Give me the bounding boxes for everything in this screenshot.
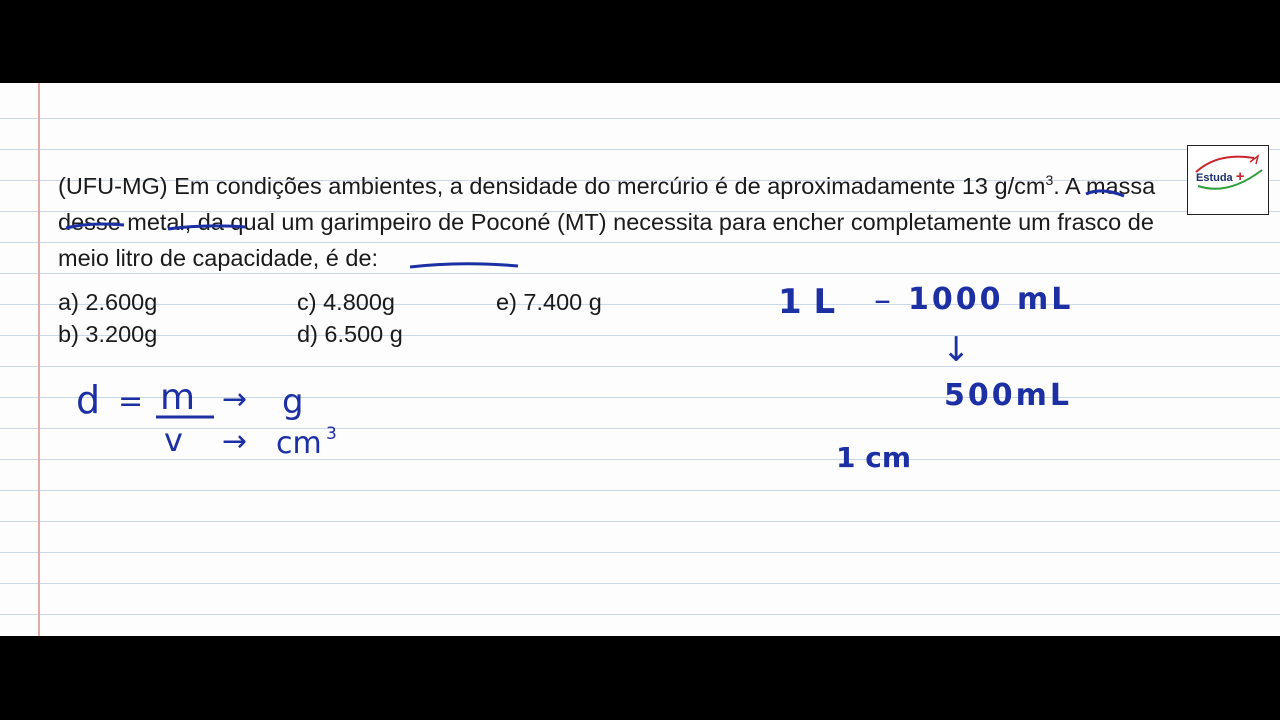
notebook-page: [0, 83, 1280, 636]
hw-equals: =: [118, 384, 144, 419]
hw-v: v: [164, 421, 183, 459]
underline-gcm3: [66, 224, 124, 228]
hw-g: g: [282, 382, 304, 422]
question-part-2: . A: [1053, 173, 1080, 199]
hw-one-cm: 1 cm: [836, 441, 912, 474]
option-b: b) 3.200g: [58, 321, 158, 347]
word-massa: massa: [1085, 173, 1156, 199]
hw-500ml: 500mL: [944, 378, 1072, 413]
hw-cm: cm: [276, 426, 322, 461]
hw-one-liter: 1 L: [778, 282, 836, 322]
question-part-4: de capacidade, é de:: [159, 245, 379, 271]
hw-m: m: [160, 377, 196, 418]
handwriting-layer: [0, 83, 1280, 636]
hw-arrow-2: →: [222, 424, 248, 459]
option-d: d) 6.500 g: [297, 321, 403, 347]
hw-down-arrow: ↓: [942, 330, 971, 370]
logo-text: Estuda +: [1196, 168, 1245, 185]
hw-dash: –: [874, 280, 891, 320]
underline-13: [1086, 191, 1124, 196]
underline-massa: [168, 226, 246, 229]
question-part-3: desse metal, da qual um garimpeiro de Poconé (MT) necessita para encher completamente um frasco de: [58, 209, 1154, 235]
density-unit: g/cm: [994, 173, 1046, 199]
density-value: 13: [961, 173, 988, 199]
hw-arrow-1: →: [222, 382, 248, 417]
hw-cm-exponent: 3: [326, 424, 337, 444]
underline-meio-litro: [410, 264, 518, 267]
option-c: c) 4.800g: [297, 289, 395, 315]
hw-1000ml: 1000 mL: [908, 282, 1074, 317]
question-part-1: (UFU-MG) Em condições ambientes, a densidade do mercúrio é de aproximadamente: [58, 173, 956, 199]
option-a: a) 2.600g: [58, 289, 158, 315]
hw-d: d: [76, 378, 101, 422]
option-e: e) 7.400 g: [496, 289, 602, 315]
density-unit-exponent: 3: [1045, 172, 1054, 189]
phrase-meio-litro: meio litro: [58, 245, 154, 271]
